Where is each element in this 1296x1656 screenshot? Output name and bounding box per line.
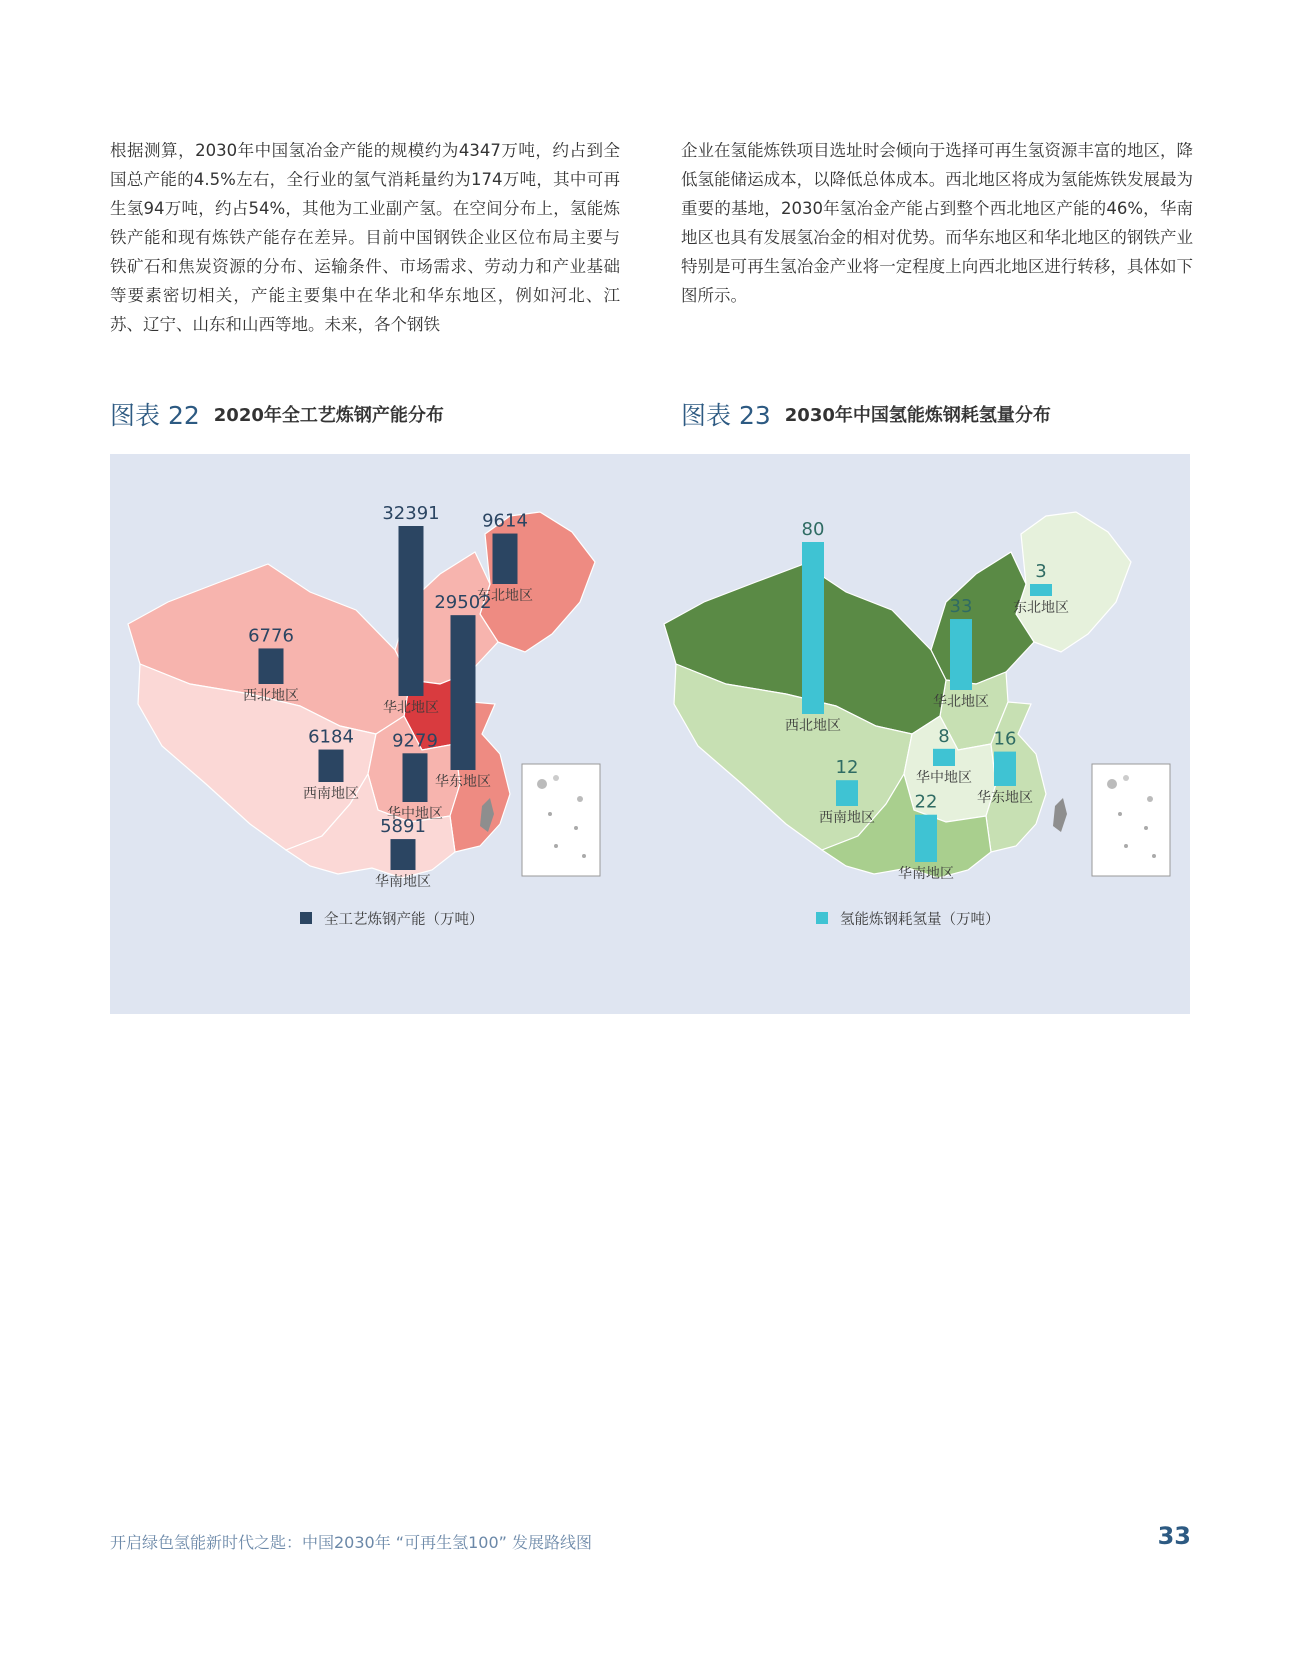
bar-1-5 bbox=[836, 780, 858, 806]
map-charts bbox=[110, 454, 1190, 1014]
value-label-1-1: 3 bbox=[1035, 561, 1047, 582]
region-label-1-2: 华北地区 bbox=[933, 694, 989, 710]
region-label-0-0: 华北地区 bbox=[383, 700, 439, 716]
figure-22-title: 2020年全工艺炼钢产能分布 bbox=[213, 405, 444, 426]
region-label-1-1: 东北地区 bbox=[1013, 600, 1069, 616]
figure-22-heading bbox=[110, 396, 444, 436]
value-label-1-2: 33 bbox=[949, 596, 973, 618]
region-label-1-5: 西南地区 bbox=[819, 810, 875, 826]
bar-1-6 bbox=[915, 815, 937, 862]
bar-1-1 bbox=[1030, 584, 1052, 596]
region-label-0-2: 华东地区 bbox=[435, 774, 491, 790]
figure-22-number: 图表 22 bbox=[110, 401, 200, 430]
legend-swatch-1 bbox=[816, 912, 828, 924]
map-region-northeast-right bbox=[1016, 512, 1131, 652]
value-label-0-4: 6184 bbox=[308, 726, 354, 748]
region-label-1-6: 华南地区 bbox=[898, 866, 954, 882]
value-label-1-0: 80 bbox=[801, 519, 825, 540]
body-paragraph-right: 企业在氢能炼铁项目选址时会倾向于选择可再生氢资源丰富的地区，降低氢能储运成本，以降低总体成本。西北地区将成为氢能炼铁发展最为重要的基地，2030年氢冶金产能占到整个西北地区产能的46%，华南地区也具有发展氢冶金的相对优势。而华东地区和华北地区的钢铁产业特别是可再生氢冶金产业将一定程度上向西北地区进行转移，具体如下图所示。 bbox=[681, 141, 1193, 305]
value-label-0-3: 6776 bbox=[248, 625, 294, 647]
value-label-1-6: 22 bbox=[914, 791, 938, 813]
value-label-1-4: 16 bbox=[993, 728, 1017, 750]
value-label-0-0: 32391 bbox=[382, 503, 440, 524]
legend-label-0: 全工艺炼钢产能（万吨） bbox=[324, 912, 484, 928]
region-label-1-0: 西北地区 bbox=[785, 718, 841, 734]
bar-0-2 bbox=[451, 615, 476, 770]
region-label-1-4: 华东地区 bbox=[977, 790, 1033, 806]
region-label-0-5: 华中地区 bbox=[387, 806, 443, 822]
bar-0-4 bbox=[319, 750, 344, 782]
value-label-1-3: 8 bbox=[938, 725, 950, 747]
value-label-1-5: 12 bbox=[835, 757, 859, 779]
value-label-0-6: 5891 bbox=[380, 816, 426, 838]
region-label-0-6: 华南地区 bbox=[375, 874, 431, 890]
region-label-0-3: 西北地区 bbox=[243, 688, 299, 704]
bar-1-4 bbox=[994, 752, 1016, 786]
south-china-sea-inset-left bbox=[522, 764, 600, 876]
bar-1-0 bbox=[802, 542, 824, 714]
figure-23-title: 2030年中国氢能炼钢耗氢量分布 bbox=[784, 405, 1051, 426]
map-region-north-right bbox=[931, 552, 1034, 684]
footer-title: 开启绿色氢能新时代之匙：中国2030年 “可再生氢100” 发展路线图 bbox=[110, 1533, 593, 1552]
china-map-left bbox=[128, 512, 600, 878]
bar-0-5 bbox=[403, 753, 428, 802]
region-label-1-3: 华中地区 bbox=[916, 770, 972, 786]
bar-1-2 bbox=[950, 619, 972, 690]
region-label-0-1: 东北地区 bbox=[477, 588, 533, 604]
legend-label-1: 氢能炼钢耗氢量（万吨） bbox=[840, 912, 1000, 928]
value-label-0-1: 9614 bbox=[482, 510, 528, 532]
value-label-0-2: 29502 bbox=[434, 592, 492, 614]
page-number: 33 bbox=[1157, 1522, 1191, 1550]
map-island-taiwan-right bbox=[1053, 798, 1067, 832]
bar-0-3 bbox=[259, 648, 284, 684]
legend-swatch-0 bbox=[300, 912, 312, 924]
region-label-0-4: 西南地区 bbox=[303, 786, 359, 802]
body-paragraph-left: 根据测算，2030年中国氢冶金产能的规模约为4347万吨，约占到全国总产能的4.5%左右，全行业的氢气消耗量约为174万吨，其中可再生氢94万吨，约占54%，其他为工业副产氢。在空间分布上，氢能炼铁产能和现有炼铁产能存在差异。目前中国钢铁企业区位布局主要与铁矿石和焦炭资源的分布、运输条件、市场需求、劳动力和产业基础等要素密切相关，产能主要集中在华北和华东地区，例如河北、江苏、辽宁、山东和山西等地。未来，各个钢铁 bbox=[110, 141, 620, 334]
figure-panel bbox=[110, 454, 1190, 1014]
bar-1-3 bbox=[933, 749, 955, 766]
figure-23-number: 图表 23 bbox=[681, 401, 771, 430]
bar-0-6 bbox=[391, 839, 416, 870]
bar-0-1 bbox=[493, 534, 518, 584]
value-label-0-5: 9279 bbox=[392, 730, 438, 752]
bar-0-0 bbox=[399, 526, 424, 696]
south-china-sea-inset-right bbox=[1092, 764, 1170, 876]
figure-23-heading bbox=[681, 396, 1051, 436]
